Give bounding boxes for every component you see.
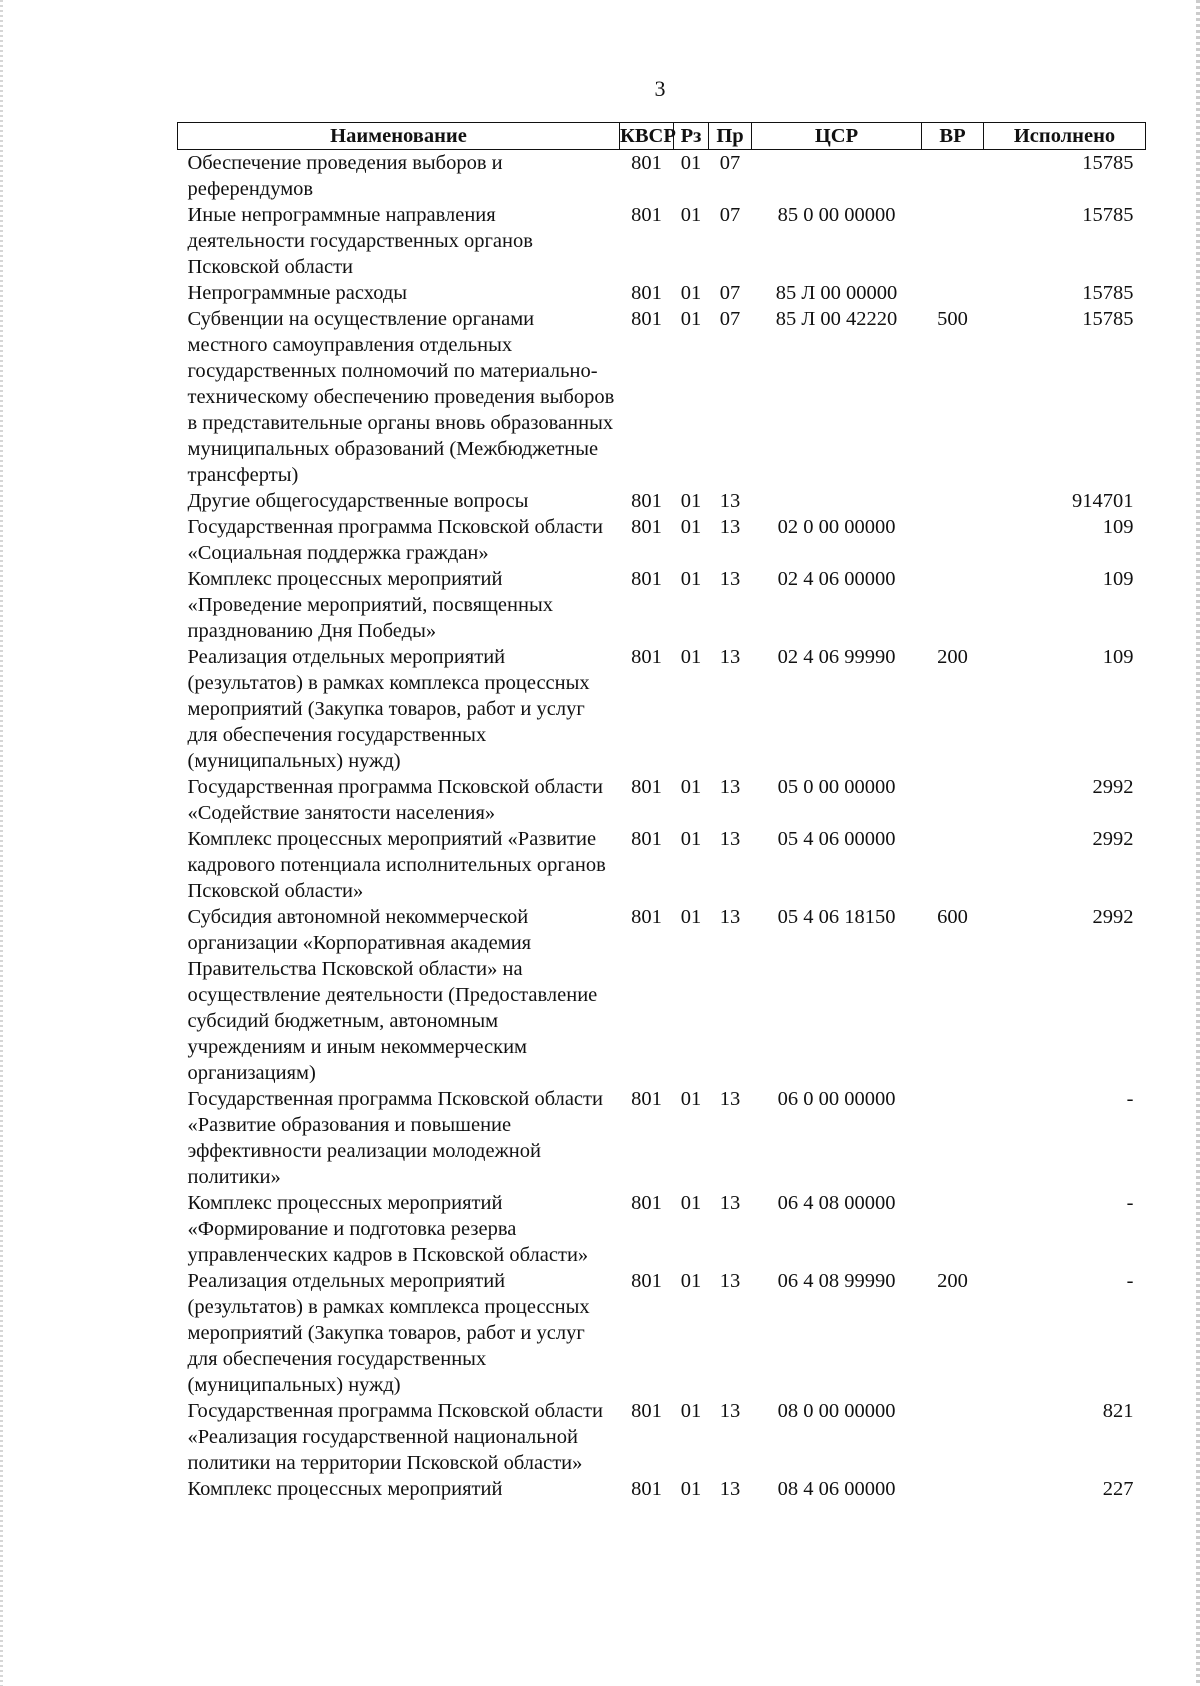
cell-rz: 01 xyxy=(680,906,702,928)
cell-vr xyxy=(922,150,984,203)
cell-vr xyxy=(922,566,984,644)
cell-csr xyxy=(752,488,922,514)
cell-vr xyxy=(922,514,984,566)
table-row xyxy=(178,1476,1146,1502)
cell-vr xyxy=(922,280,984,306)
cell-rz: 01 xyxy=(680,1270,702,1292)
budget-execution-table xyxy=(177,122,1146,1502)
cell-csr: 05 4 06 18150 xyxy=(777,906,896,928)
cell-executed: 109 xyxy=(1102,516,1134,538)
cell-pr: 07 xyxy=(719,204,741,226)
cell-kvsr: 801 xyxy=(631,204,662,226)
cell-kvsr: 801 xyxy=(631,516,662,538)
cell-kvsr: 801 xyxy=(631,1400,662,1422)
cell-csr: 06 4 08 00000 xyxy=(777,1192,896,1214)
cell-rz: 01 xyxy=(680,776,702,798)
cell-pr: 13 xyxy=(719,516,741,538)
cell-csr: 02 4 06 00000 xyxy=(777,568,896,590)
cell-name: Другие общегосударственные вопросы xyxy=(187,490,529,512)
cell-pr: 13 xyxy=(719,906,741,928)
cell-name: Обеспечение проведения выборов и референдумов xyxy=(187,152,503,200)
cell-kvsr: 801 xyxy=(631,568,662,590)
cell-name: Иные непрограммные направления деятельности государственных органов Псковской области xyxy=(187,204,533,278)
cell-csr: 02 0 00 00000 xyxy=(777,516,896,538)
table-body xyxy=(178,150,1146,1503)
cell-pr: 13 xyxy=(719,1478,741,1500)
cell-csr: 85 0 00 00000 xyxy=(777,204,896,226)
table-row xyxy=(178,644,1146,774)
cell-rz: 01 xyxy=(680,516,702,538)
cell-pr: 13 xyxy=(719,1400,741,1422)
cell-name: Субвенции на осуществление органами местного самоуправления отдельных государственных полномочий по материально-техническому обеспечению проведения выборов в представительные органы вновь образованных муниципальных образований (Межбюджетные трансферты) xyxy=(187,308,615,486)
cell-kvsr: 801 xyxy=(631,776,662,798)
table-row xyxy=(178,774,1146,826)
cell-csr: 08 0 00 00000 xyxy=(777,1400,896,1422)
cell-vr xyxy=(922,1398,984,1476)
cell-pr: 13 xyxy=(719,490,741,512)
cell-pr: 07 xyxy=(719,152,741,174)
cell-kvsr: 801 xyxy=(631,906,662,928)
table-row xyxy=(178,514,1146,566)
cell-pr: 13 xyxy=(719,568,741,590)
header-name: Наименование xyxy=(178,123,620,150)
cell-executed: 2992 xyxy=(1092,906,1134,928)
cell-rz: 01 xyxy=(680,152,702,174)
cell-vr xyxy=(922,488,984,514)
cell-rz: 01 xyxy=(680,1478,702,1500)
header-csr: ЦСР xyxy=(752,123,922,150)
cell-executed: 15785 xyxy=(1082,282,1134,304)
cell-vr: 600 xyxy=(937,906,968,928)
cell-kvsr: 801 xyxy=(631,1088,662,1110)
table-row xyxy=(178,202,1146,280)
cell-vr xyxy=(922,202,984,280)
cell-pr: 13 xyxy=(719,828,741,850)
cell-executed: 821 xyxy=(1102,1400,1134,1422)
cell-rz: 01 xyxy=(680,490,702,512)
cell-executed: 914701 xyxy=(1072,490,1134,512)
cell-kvsr: 801 xyxy=(631,282,662,304)
table-row xyxy=(178,1190,1146,1268)
cell-name: Государственная программа Псковской области «Развитие образования и повышение эффективности реализации молодежной политики» xyxy=(187,1088,603,1188)
cell-pr: 13 xyxy=(719,776,741,798)
table-row xyxy=(178,826,1146,904)
cell-rz: 01 xyxy=(680,282,702,304)
cell-pr: 13 xyxy=(719,646,741,668)
cell-kvsr: 801 xyxy=(631,646,662,668)
cell-executed: 2992 xyxy=(1092,828,1134,850)
table-row xyxy=(178,488,1146,514)
cell-name: Реализация отдельных мероприятий (результатов) в рамках комплекса процессных мероприятий (Закупка товаров, работ и услуг для обеспечения государственных (муниципальных) нужд) xyxy=(187,646,590,772)
scan-edge-right xyxy=(1196,0,1200,1686)
cell-name: Непрограммные расходы xyxy=(187,282,408,304)
cell-executed: 227 xyxy=(1102,1478,1134,1500)
cell-executed: 109 xyxy=(1102,568,1134,590)
cell-vr xyxy=(922,1190,984,1268)
cell-vr xyxy=(922,1476,984,1502)
cell-csr: 05 0 00 00000 xyxy=(777,776,896,798)
cell-kvsr: 801 xyxy=(631,490,662,512)
cell-rz: 01 xyxy=(680,1192,702,1214)
cell-pr: 13 xyxy=(719,1088,741,1110)
cell-pr: 07 xyxy=(719,308,741,330)
table-header-row xyxy=(178,123,1146,150)
cell-pr: 13 xyxy=(719,1192,741,1214)
cell-pr: 13 xyxy=(719,1270,741,1292)
page-number: 3 xyxy=(654,76,666,101)
cell-rz: 01 xyxy=(680,646,702,668)
cell-executed: 109 xyxy=(1102,646,1134,668)
cell-name: Комплекс процессных мероприятий «Проведение мероприятий, посвященных празднованию Дня Победы» xyxy=(187,568,553,642)
cell-vr xyxy=(922,826,984,904)
cell-kvsr: 801 xyxy=(631,828,662,850)
cell-name: Государственная программа Псковской области «Реализация государственной национальной политики на территории Псковской области» xyxy=(187,1400,603,1474)
cell-rz: 01 xyxy=(680,1400,702,1422)
cell-rz: 01 xyxy=(680,568,702,590)
cell-rz: 01 xyxy=(680,308,702,330)
cell-name: Реализация отдельных мероприятий (результатов) в рамках комплекса процессных мероприятий (Закупка товаров, работ и услуг для обеспечения государственных (муниципальных) нужд) xyxy=(187,1270,590,1396)
cell-executed: 2992 xyxy=(1092,776,1134,798)
cell-csr: 85 Л 00 00000 xyxy=(775,282,898,304)
cell-vr xyxy=(922,774,984,826)
cell-name: Субсидия автономной некоммерческой организации «Корпоративная академия Правительства Псковской области» на осуществление деятельности (Предоставление субсидий бюджетным, автономным учреждениям и иным некоммерческим организациям) xyxy=(187,906,598,1084)
table-row xyxy=(178,150,1146,203)
cell-name: Комплекс процессных мероприятий «Развитие кадрового потенциала исполнительных органов Псковской области» xyxy=(187,828,606,902)
cell-vr: 200 xyxy=(937,1270,968,1292)
table-row xyxy=(178,1268,1146,1398)
cell-csr: 05 4 06 00000 xyxy=(777,828,896,850)
cell-executed: - xyxy=(1126,1270,1134,1292)
cell-kvsr: 801 xyxy=(631,1478,662,1500)
table-row xyxy=(178,1398,1146,1476)
cell-vr: 500 xyxy=(937,308,968,330)
cell-executed: 15785 xyxy=(1082,152,1134,174)
header-rz: Рз xyxy=(674,123,709,150)
cell-executed: - xyxy=(1126,1088,1134,1110)
cell-csr: 08 4 06 00000 xyxy=(777,1478,896,1500)
cell-executed: 15785 xyxy=(1082,308,1134,330)
cell-csr: 85 Л 00 42220 xyxy=(775,308,898,330)
cell-vr xyxy=(922,1086,984,1190)
cell-name: Комплекс процессных мероприятий «Формирование и подготовка резерва управленческих кадров в Псковской области» xyxy=(187,1192,589,1266)
cell-csr: 06 4 08 99990 xyxy=(777,1270,896,1292)
cell-csr: 02 4 06 99990 xyxy=(777,646,896,668)
header-executed: Исполнено xyxy=(984,123,1146,150)
cell-kvsr: 801 xyxy=(631,1270,662,1292)
cell-name: Комплекс процессных мероприятий xyxy=(187,1478,503,1500)
scan-edge-left xyxy=(0,0,3,1686)
cell-kvsr: 801 xyxy=(631,152,662,174)
cell-executed: 15785 xyxy=(1082,204,1134,226)
cell-rz: 01 xyxy=(680,828,702,850)
cell-name: Государственная программа Псковской области «Содействие занятости населения» xyxy=(187,776,603,824)
cell-vr: 200 xyxy=(937,646,968,668)
cell-csr: 06 0 00 00000 xyxy=(777,1088,896,1110)
table-row xyxy=(178,904,1146,1086)
header-kvsr: КВСР xyxy=(620,123,674,150)
cell-name: Государственная программа Псковской области «Социальная поддержка граждан» xyxy=(187,516,603,564)
cell-rz: 01 xyxy=(680,204,702,226)
table-row xyxy=(178,306,1146,488)
cell-kvsr: 801 xyxy=(631,308,662,330)
header-vr: ВР xyxy=(922,123,984,150)
table-row xyxy=(178,1086,1146,1190)
cell-executed: - xyxy=(1126,1192,1134,1214)
cell-kvsr: 801 xyxy=(631,1192,662,1214)
cell-csr xyxy=(752,150,922,203)
cell-rz: 01 xyxy=(680,1088,702,1110)
header-pr: Пр xyxy=(709,123,752,150)
table-row xyxy=(178,566,1146,644)
table-row xyxy=(178,280,1146,306)
cell-pr: 07 xyxy=(719,282,741,304)
